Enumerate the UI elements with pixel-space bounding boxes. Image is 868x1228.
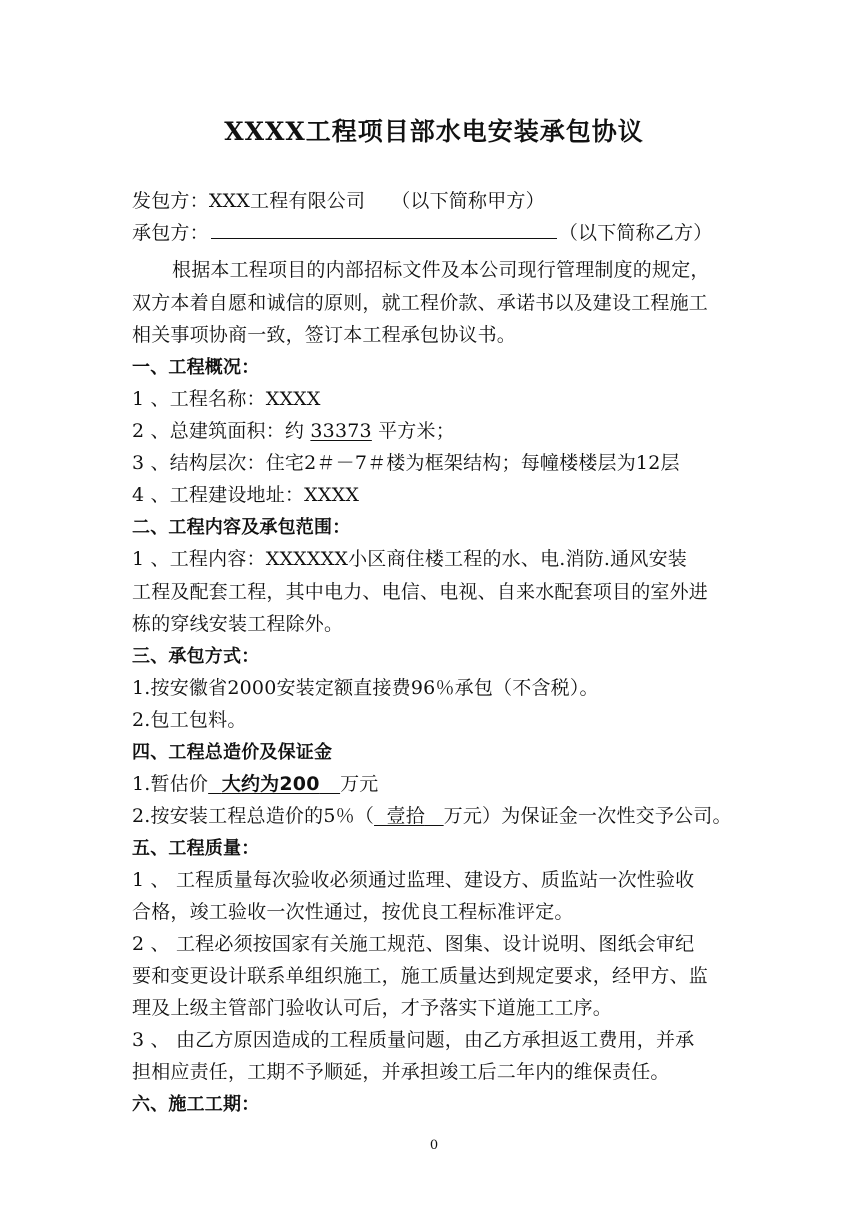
section-4-heading: 四、工程总造价及保证金 [132, 742, 333, 763]
scope-line-1: 1 、工程内容：XXXXXX小区商住楼工程的水、电.消防.通风安装 [132, 548, 687, 570]
party-b-note: （以下简称乙方） [558, 222, 713, 244]
price-line [132, 771, 379, 797]
section-2-heading: 二、工程内容及承包范围： [132, 517, 351, 538]
address-label: 4 、工程建设地址： [132, 484, 305, 506]
address-value: XXXX [304, 484, 360, 506]
project-name-value: XXXX [265, 388, 321, 410]
quality-line-6: 3 、 由乙方原因造成的工程质量问题，由乙方承担返工费用，并承 [132, 1029, 695, 1051]
party-b-blank [211, 220, 557, 239]
intro-line-1: 根据本工程项目的内部招标文件及本公司现行管理制度的规定， [172, 259, 710, 281]
scope-line-2: 工程及配套工程，其中电力、电信、电视、自来水配套项目的室外进 [132, 581, 709, 603]
section-6-heading: 六、施工工期： [132, 1094, 260, 1115]
project-name-label: 1 、工程名称： [132, 388, 266, 410]
quality-line-4: 要和变更设计联系单组织施工，施工质量达到规定要求，经甲方、监 [132, 965, 709, 987]
method-line-2: 2.包工包料。 [132, 709, 247, 731]
quality-line-7: 担相应责任，工期不予顺延，并承担竣工后二年内的维保责任。 [132, 1061, 670, 1083]
structure-line: 3 、结构层次：住宅2＃－7＃楼为框架结构；每幢楼楼层为12层 [132, 452, 680, 474]
party-a-label: 发包方： [132, 190, 209, 212]
price-unit: 万元 [340, 773, 379, 795]
section-3-heading: 三、承包方式： [132, 646, 260, 667]
quality-line-5: 理及上级主管部门验收认可后，才予落实下道施工工序。 [132, 997, 613, 1019]
deposit-pre: 2.按安装工程总造价的5％（ [132, 805, 375, 827]
price-value: 大约为200 [221, 773, 320, 795]
address-line [132, 482, 359, 508]
area-unit: 平方米； [378, 420, 455, 442]
party-b-line [132, 220, 712, 246]
intro-line-2: 双方本着自愿和诚信的原则，就工程价款、承诺书以及建设工程施工 [132, 292, 709, 314]
deposit-value: 壹拾 [386, 805, 425, 827]
intro-line-3: 相关事项协商一致，签订本工程承包协议书。 [132, 324, 517, 346]
area-line [132, 418, 455, 444]
quality-line-1: 1 、 工程质量每次验收必须通过监理、建设方、质监站一次性验收 [132, 869, 695, 891]
area-label: 2 、总建筑面积：约 [132, 420, 305, 442]
party-b-label: 承包方： [132, 222, 209, 244]
section-5-heading: 五、工程质量： [132, 838, 260, 859]
method-line-1: 1.按安徽省2000安装定额直接费96％承包（不含税）。 [132, 677, 599, 699]
price-label: 1.暂估价 [132, 773, 209, 795]
section-1-heading: 一、工程概况： [132, 357, 260, 378]
area-value: 33373 [310, 420, 372, 442]
document-title: XXXX工程项目部水电安装承包协议 [224, 117, 644, 146]
scope-line-3: 栋的穿线安装工程除外。 [132, 613, 344, 635]
deposit-post: 万元）为保证金一次性交予公司。 [443, 805, 732, 827]
party-a-line [132, 188, 545, 214]
page-number: 0 [429, 1138, 439, 1153]
project-name-line [132, 386, 321, 412]
quality-line-2: 合格，竣工验收一次性通过，按优良工程标准评定。 [132, 901, 574, 923]
deposit-line [132, 803, 732, 829]
party-a-value: XXX工程有限公司 [208, 190, 366, 212]
quality-line-3: 2 、 工程必须按国家有关施工规范、图集、设计说明、图纸会审纪 [132, 933, 695, 955]
party-a-note: （以下简称甲方） [391, 190, 545, 212]
